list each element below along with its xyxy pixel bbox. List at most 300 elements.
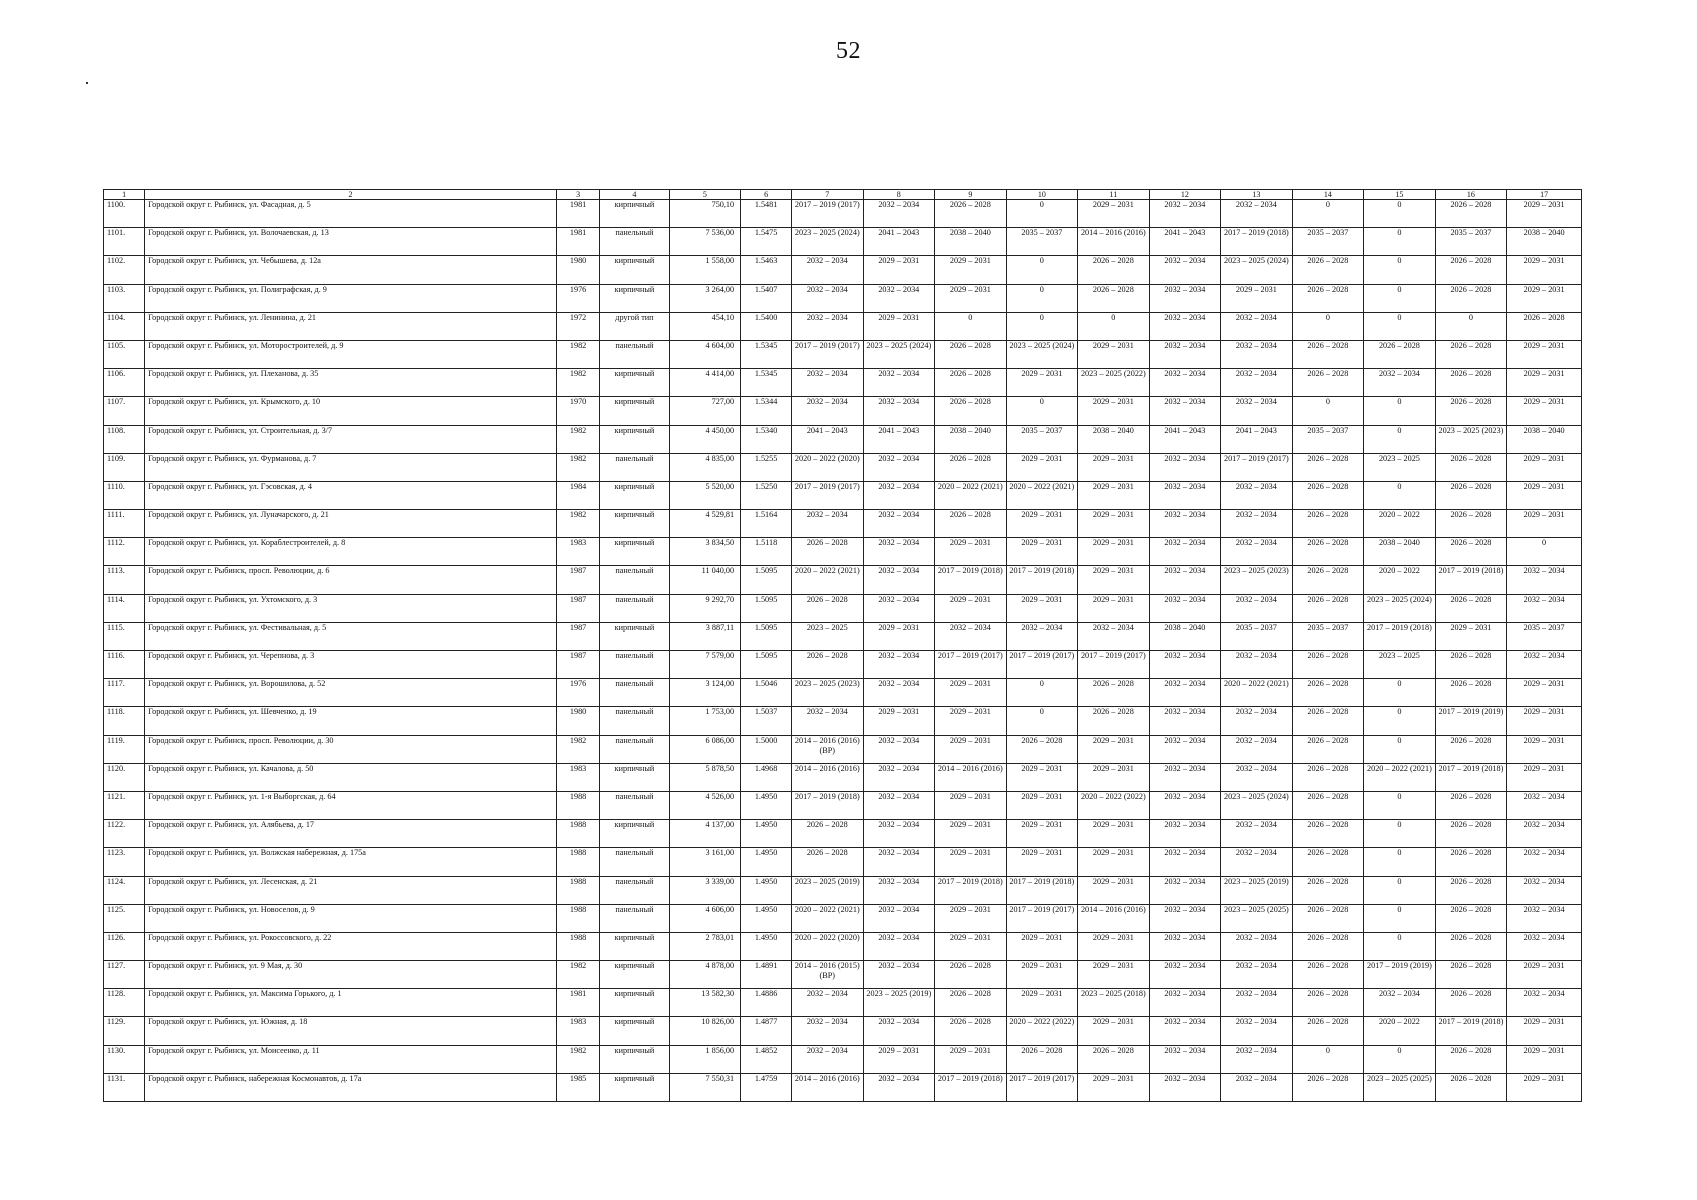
cell-period-13: 2032 – 2034 bbox=[1221, 961, 1293, 989]
cell-coefficient: 1.5345 bbox=[741, 340, 792, 368]
cell-wall-material: панельный bbox=[600, 228, 669, 256]
cell-period-9: 2029 – 2031 bbox=[935, 538, 1007, 566]
cell-period-17: 2026 – 2028 bbox=[1507, 312, 1582, 340]
cell-row-number: 1121. bbox=[104, 791, 145, 819]
cell-area: 9 292,70 bbox=[669, 594, 741, 622]
cell-period-17: 2029 – 2031 bbox=[1507, 340, 1582, 368]
table-row bbox=[104, 876, 1582, 904]
cell-period-16: 2017 – 2019 (2018) bbox=[1435, 1017, 1507, 1045]
cell-period-12: 2032 – 2034 bbox=[1149, 989, 1221, 1017]
cell-period-9: 2014 – 2016 (2016) bbox=[935, 763, 1007, 791]
cell-period-15: 2020 – 2022 bbox=[1364, 566, 1436, 594]
cell-year-built: 1987 bbox=[556, 622, 599, 650]
cell-period-13: 2023 – 2025 (2025) bbox=[1221, 904, 1293, 932]
cell-period-13: 2032 – 2034 bbox=[1221, 538, 1293, 566]
cell-period-12: 2032 – 2034 bbox=[1149, 791, 1221, 819]
cell-period-16: 2026 – 2028 bbox=[1435, 453, 1507, 481]
cell-period-10: 2029 – 2031 bbox=[1006, 453, 1078, 481]
cell-year-built: 1987 bbox=[556, 651, 599, 679]
cell-coefficient: 1.5255 bbox=[741, 453, 792, 481]
cell-row-number: 1119. bbox=[104, 735, 145, 763]
cell-period-10: 0 bbox=[1006, 284, 1078, 312]
cell-period-7: 2014 – 2016 (2015) (ВР) bbox=[792, 961, 864, 989]
cell-period-8: 2032 – 2034 bbox=[863, 453, 935, 481]
cell-period-7: 2017 – 2019 (2017) bbox=[792, 481, 864, 509]
cell-period-17: 2029 – 2031 bbox=[1507, 510, 1582, 538]
cell-year-built: 1970 bbox=[556, 397, 599, 425]
column-header-5: 5 bbox=[669, 190, 741, 200]
table-row bbox=[104, 284, 1582, 312]
cell-period-12: 2032 – 2034 bbox=[1149, 510, 1221, 538]
cell-period-14: 2026 – 2028 bbox=[1292, 284, 1364, 312]
cell-wall-material: панельный bbox=[600, 904, 669, 932]
cell-period-16: 2026 – 2028 bbox=[1435, 679, 1507, 707]
cell-period-16: 2029 – 2031 bbox=[1435, 622, 1507, 650]
cell-period-8: 2029 – 2031 bbox=[863, 707, 935, 735]
cell-wall-material: кирпичный bbox=[600, 425, 669, 453]
cell-row-number: 1103. bbox=[104, 284, 145, 312]
cell-period-9: 2032 – 2034 bbox=[935, 622, 1007, 650]
cell-period-12: 2032 – 2034 bbox=[1149, 312, 1221, 340]
table-row bbox=[104, 791, 1582, 819]
cell-address: Городской округ г. Рыбинск, ул. Ворошилова, д. 52 bbox=[145, 679, 557, 707]
cell-row-number: 1118. bbox=[104, 707, 145, 735]
cell-period-11: 2029 – 2031 bbox=[1078, 848, 1150, 876]
cell-period-17: 2029 – 2031 bbox=[1507, 1017, 1582, 1045]
cell-period-8: 2032 – 2034 bbox=[863, 538, 935, 566]
cell-area: 7 579,00 bbox=[669, 651, 741, 679]
cell-period-13: 2032 – 2034 bbox=[1221, 820, 1293, 848]
cell-coefficient: 1.5095 bbox=[741, 651, 792, 679]
table-row bbox=[104, 481, 1582, 509]
cell-period-15: 0 bbox=[1364, 679, 1436, 707]
cell-year-built: 1981 bbox=[556, 200, 599, 228]
table-row bbox=[104, 904, 1582, 932]
cell-period-14: 0 bbox=[1292, 312, 1364, 340]
cell-area: 13 582,30 bbox=[669, 989, 741, 1017]
cell-period-7: 2026 – 2028 bbox=[792, 820, 864, 848]
cell-period-8: 2032 – 2034 bbox=[863, 932, 935, 960]
cell-row-number: 1107. bbox=[104, 397, 145, 425]
cell-coefficient: 1.5344 bbox=[741, 397, 792, 425]
cell-year-built: 1980 bbox=[556, 256, 599, 284]
cell-wall-material: панельный bbox=[600, 876, 669, 904]
cell-period-15: 2038 – 2040 bbox=[1364, 538, 1436, 566]
cell-period-7: 2032 – 2034 bbox=[792, 369, 864, 397]
cell-period-14: 2026 – 2028 bbox=[1292, 256, 1364, 284]
page-number: 52 bbox=[836, 38, 861, 64]
cell-period-11: 0 bbox=[1078, 312, 1150, 340]
cell-address: Городской округ г. Рыбинск, ул. Рокоссовского, д. 22 bbox=[145, 932, 557, 960]
cell-period-15: 0 bbox=[1364, 820, 1436, 848]
cell-period-14: 2026 – 2028 bbox=[1292, 904, 1364, 932]
cell-period-15: 0 bbox=[1364, 397, 1436, 425]
cell-period-16: 2026 – 2028 bbox=[1435, 538, 1507, 566]
column-header-11: 11 bbox=[1078, 190, 1150, 200]
cell-wall-material: кирпичный bbox=[600, 1073, 669, 1101]
cell-period-7: 2032 – 2034 bbox=[792, 397, 864, 425]
cell-period-10: 2020 – 2022 (2021) bbox=[1006, 481, 1078, 509]
cell-area: 4 414,00 bbox=[669, 369, 741, 397]
cell-period-11: 2029 – 2031 bbox=[1078, 340, 1150, 368]
cell-period-16: 2026 – 2028 bbox=[1435, 735, 1507, 763]
cell-period-13: 2032 – 2034 bbox=[1221, 848, 1293, 876]
cell-period-13: 2023 – 2025 (2023) bbox=[1221, 566, 1293, 594]
cell-area: 3 124,00 bbox=[669, 679, 741, 707]
cell-period-16: 2026 – 2028 bbox=[1435, 200, 1507, 228]
cell-address: Городской округ г. Рыбинск, ул. Строительная, д. 3/7 bbox=[145, 425, 557, 453]
cell-period-12: 2032 – 2034 bbox=[1149, 594, 1221, 622]
cell-year-built: 1982 bbox=[556, 425, 599, 453]
cell-coefficient: 1.4950 bbox=[741, 904, 792, 932]
column-header-3: 3 bbox=[556, 190, 599, 200]
scan-speck bbox=[86, 82, 88, 84]
cell-row-number: 1125. bbox=[104, 904, 145, 932]
table-row bbox=[104, 1073, 1582, 1101]
cell-coefficient: 1.5463 bbox=[741, 256, 792, 284]
cell-wall-material: панельный bbox=[600, 566, 669, 594]
table-row bbox=[104, 1045, 1582, 1073]
table-body bbox=[104, 200, 1582, 1102]
cell-area: 7 536,00 bbox=[669, 228, 741, 256]
table-row bbox=[104, 538, 1582, 566]
cell-wall-material: кирпичный bbox=[600, 1045, 669, 1073]
cell-period-11: 2029 – 2031 bbox=[1078, 481, 1150, 509]
cell-period-16: 2026 – 2028 bbox=[1435, 848, 1507, 876]
cell-period-11: 2029 – 2031 bbox=[1078, 594, 1150, 622]
cell-row-number: 1100. bbox=[104, 200, 145, 228]
cell-period-8: 2032 – 2034 bbox=[863, 820, 935, 848]
cell-row-number: 1124. bbox=[104, 876, 145, 904]
cell-row-number: 1115. bbox=[104, 622, 145, 650]
cell-period-17: 2032 – 2034 bbox=[1507, 989, 1582, 1017]
cell-period-8: 2032 – 2034 bbox=[863, 904, 935, 932]
cell-period-12: 2032 – 2034 bbox=[1149, 453, 1221, 481]
cell-coefficient: 1.4759 bbox=[741, 1073, 792, 1101]
cell-period-14: 2026 – 2028 bbox=[1292, 763, 1364, 791]
cell-period-9: 2029 – 2031 bbox=[935, 594, 1007, 622]
cell-period-13: 2023 – 2025 (2024) bbox=[1221, 256, 1293, 284]
cell-coefficient: 1.5095 bbox=[741, 566, 792, 594]
cell-period-11: 2026 – 2028 bbox=[1078, 679, 1150, 707]
cell-period-10: 2035 – 2037 bbox=[1006, 425, 1078, 453]
cell-coefficient: 1.4950 bbox=[741, 932, 792, 960]
cell-address: Городской округ г. Рыбинск, ул. Моторостроителей, д. 9 bbox=[145, 340, 557, 368]
cell-address: Городской округ г. Рыбинск, ул. Максима Горького, д. 1 bbox=[145, 989, 557, 1017]
cell-address: Городской округ г. Рыбинск, ул. 1-я Выборгская, д. 64 bbox=[145, 791, 557, 819]
table-row bbox=[104, 312, 1582, 340]
cell-period-8: 2032 – 2034 bbox=[863, 679, 935, 707]
cell-period-17: 2029 – 2031 bbox=[1507, 200, 1582, 228]
cell-wall-material: панельный bbox=[600, 848, 669, 876]
cell-period-16: 2026 – 2028 bbox=[1435, 904, 1507, 932]
cell-period-16: 2026 – 2028 bbox=[1435, 989, 1507, 1017]
cell-period-16: 2023 – 2025 (2023) bbox=[1435, 425, 1507, 453]
cell-wall-material: кирпичный bbox=[600, 284, 669, 312]
cell-period-9: 2026 – 2028 bbox=[935, 397, 1007, 425]
cell-address: Городской округ г. Рыбинск, ул. Полиграфская, д. 9 bbox=[145, 284, 557, 312]
cell-period-8: 2041 – 2043 bbox=[863, 228, 935, 256]
cell-period-7: 2023 – 2025 (2023) bbox=[792, 679, 864, 707]
cell-area: 5 878,50 bbox=[669, 763, 741, 791]
cell-period-12: 2032 – 2034 bbox=[1149, 284, 1221, 312]
cell-period-12: 2038 – 2040 bbox=[1149, 622, 1221, 650]
cell-period-13: 2041 – 2043 bbox=[1221, 425, 1293, 453]
cell-period-14: 2026 – 2028 bbox=[1292, 510, 1364, 538]
cell-row-number: 1101. bbox=[104, 228, 145, 256]
column-header-9: 9 bbox=[935, 190, 1007, 200]
cell-period-7: 2023 – 2025 (2024) bbox=[792, 228, 864, 256]
table-row bbox=[104, 1017, 1582, 1045]
cell-period-16: 0 bbox=[1435, 312, 1507, 340]
cell-area: 750,10 bbox=[669, 200, 741, 228]
cell-period-11: 2029 – 2031 bbox=[1078, 932, 1150, 960]
cell-period-11: 2014 – 2016 (2016) bbox=[1078, 228, 1150, 256]
table-row bbox=[104, 707, 1582, 735]
cell-coefficient: 1.5095 bbox=[741, 594, 792, 622]
cell-coefficient: 1.4852 bbox=[741, 1045, 792, 1073]
cell-year-built: 1988 bbox=[556, 932, 599, 960]
cell-area: 4 606,00 bbox=[669, 904, 741, 932]
cell-address: Городской округ г. Рыбинск, ул. Чебышева, д. 12а bbox=[145, 256, 557, 284]
cell-period-13: 2032 – 2034 bbox=[1221, 369, 1293, 397]
cell-period-14: 2026 – 2028 bbox=[1292, 961, 1364, 989]
cell-period-14: 0 bbox=[1292, 397, 1364, 425]
cell-period-11: 2029 – 2031 bbox=[1078, 453, 1150, 481]
table-row bbox=[104, 735, 1582, 763]
cell-period-15: 2023 – 2025 bbox=[1364, 453, 1436, 481]
cell-row-number: 1102. bbox=[104, 256, 145, 284]
cell-period-8: 2029 – 2031 bbox=[863, 312, 935, 340]
cell-period-9: 2026 – 2028 bbox=[935, 369, 1007, 397]
column-header-10: 10 bbox=[1006, 190, 1078, 200]
cell-period-10: 0 bbox=[1006, 256, 1078, 284]
cell-period-13: 2032 – 2034 bbox=[1221, 397, 1293, 425]
cell-period-11: 2032 – 2034 bbox=[1078, 622, 1150, 650]
cell-address: Городской округ г. Рыбинск, ул. Южная, д. 18 bbox=[145, 1017, 557, 1045]
cell-row-number: 1123. bbox=[104, 848, 145, 876]
cell-address: Городской округ г. Рыбинск, ул. Волжская набережная, д. 175а bbox=[145, 848, 557, 876]
cell-period-9: 2026 – 2028 bbox=[935, 340, 1007, 368]
cell-period-14: 2026 – 2028 bbox=[1292, 1017, 1364, 1045]
cell-period-15: 2026 – 2028 bbox=[1364, 340, 1436, 368]
cell-period-8: 2023 – 2025 (2024) bbox=[863, 340, 935, 368]
cell-period-11: 2017 – 2019 (2017) bbox=[1078, 651, 1150, 679]
cell-period-15: 2020 – 2022 bbox=[1364, 510, 1436, 538]
cell-period-7: 2014 – 2016 (2016) (ВР) bbox=[792, 735, 864, 763]
cell-period-9: 2029 – 2031 bbox=[935, 904, 1007, 932]
cell-year-built: 1988 bbox=[556, 876, 599, 904]
cell-period-17: 2032 – 2034 bbox=[1507, 566, 1582, 594]
cell-period-16: 2026 – 2028 bbox=[1435, 594, 1507, 622]
cell-row-number: 1120. bbox=[104, 763, 145, 791]
cell-period-11: 2029 – 2031 bbox=[1078, 510, 1150, 538]
cell-period-12: 2032 – 2034 bbox=[1149, 876, 1221, 904]
cell-period-17: 2029 – 2031 bbox=[1507, 256, 1582, 284]
cell-period-10: 2029 – 2031 bbox=[1006, 791, 1078, 819]
column-header-1: 1 bbox=[104, 190, 145, 200]
cell-period-12: 2032 – 2034 bbox=[1149, 340, 1221, 368]
cell-wall-material: кирпичный bbox=[600, 763, 669, 791]
column-header-8: 8 bbox=[863, 190, 935, 200]
cell-wall-material: панельный bbox=[600, 735, 669, 763]
cell-area: 10 826,00 bbox=[669, 1017, 741, 1045]
cell-address: Городской округ г. Рыбинск, ул. Луначарского, д. 21 bbox=[145, 510, 557, 538]
cell-address: Городской округ г. Рыбинск, просп. Революции, д. 6 bbox=[145, 566, 557, 594]
cell-year-built: 1985 bbox=[556, 1073, 599, 1101]
cell-period-8: 2032 – 2034 bbox=[863, 284, 935, 312]
cell-year-built: 1980 bbox=[556, 707, 599, 735]
cell-period-10: 0 bbox=[1006, 312, 1078, 340]
cell-period-9: 2026 – 2028 bbox=[935, 200, 1007, 228]
cell-period-11: 2029 – 2031 bbox=[1078, 397, 1150, 425]
cell-row-number: 1112. bbox=[104, 538, 145, 566]
cell-wall-material: кирпичный bbox=[600, 961, 669, 989]
cell-period-17: 2029 – 2031 bbox=[1507, 1073, 1582, 1101]
cell-period-13: 2020 – 2022 (2021) bbox=[1221, 679, 1293, 707]
cell-period-17: 2029 – 2031 bbox=[1507, 679, 1582, 707]
cell-period-7: 2020 – 2022 (2021) bbox=[792, 904, 864, 932]
cell-period-16: 2017 – 2019 (2018) bbox=[1435, 763, 1507, 791]
cell-period-8: 2032 – 2034 bbox=[863, 1017, 935, 1045]
cell-row-number: 1111. bbox=[104, 510, 145, 538]
cell-year-built: 1976 bbox=[556, 284, 599, 312]
cell-coefficient: 1.5000 bbox=[741, 735, 792, 763]
cell-period-15: 2020 – 2022 (2021) bbox=[1364, 763, 1436, 791]
table-row bbox=[104, 397, 1582, 425]
cell-wall-material: кирпичный bbox=[600, 932, 669, 960]
cell-period-12: 2032 – 2034 bbox=[1149, 538, 1221, 566]
cell-coefficient: 1.5164 bbox=[741, 510, 792, 538]
cell-period-7: 2020 – 2022 (2021) bbox=[792, 566, 864, 594]
table-row bbox=[104, 228, 1582, 256]
cell-period-9: 2029 – 2031 bbox=[935, 284, 1007, 312]
cell-period-13: 2023 – 2025 (2019) bbox=[1221, 876, 1293, 904]
cell-coefficient: 1.4950 bbox=[741, 848, 792, 876]
column-header-15: 15 bbox=[1364, 190, 1436, 200]
cell-row-number: 1128. bbox=[104, 989, 145, 1017]
cell-period-14: 0 bbox=[1292, 200, 1364, 228]
cell-period-10: 2029 – 2031 bbox=[1006, 820, 1078, 848]
cell-year-built: 1984 bbox=[556, 481, 599, 509]
cell-coefficient: 1.4886 bbox=[741, 989, 792, 1017]
table-row bbox=[104, 961, 1582, 989]
cell-area: 4 137,00 bbox=[669, 820, 741, 848]
cell-period-7: 2017 – 2019 (2017) bbox=[792, 200, 864, 228]
cell-period-17: 0 bbox=[1507, 538, 1582, 566]
cell-period-7: 2026 – 2028 bbox=[792, 651, 864, 679]
cell-coefficient: 1.5481 bbox=[741, 200, 792, 228]
cell-period-14: 2026 – 2028 bbox=[1292, 791, 1364, 819]
cell-period-11: 2029 – 2031 bbox=[1078, 735, 1150, 763]
cell-period-7: 2032 – 2034 bbox=[792, 256, 864, 284]
cell-wall-material: панельный bbox=[600, 791, 669, 819]
cell-period-11: 2014 – 2016 (2016) bbox=[1078, 904, 1150, 932]
cell-address: Городской округ г. Рыбинск, просп. Революции, д. 30 bbox=[145, 735, 557, 763]
cell-period-17: 2029 – 2031 bbox=[1507, 369, 1582, 397]
cell-period-15: 0 bbox=[1364, 904, 1436, 932]
cell-year-built: 1982 bbox=[556, 735, 599, 763]
cell-year-built: 1982 bbox=[556, 369, 599, 397]
cell-period-7: 2032 – 2034 bbox=[792, 510, 864, 538]
cell-row-number: 1106. bbox=[104, 369, 145, 397]
cell-period-14: 2026 – 2028 bbox=[1292, 481, 1364, 509]
cell-period-14: 2035 – 2037 bbox=[1292, 228, 1364, 256]
cell-period-9: 2038 – 2040 bbox=[935, 228, 1007, 256]
cell-year-built: 1988 bbox=[556, 848, 599, 876]
cell-period-17: 2029 – 2031 bbox=[1507, 763, 1582, 791]
cell-area: 727,00 bbox=[669, 397, 741, 425]
cell-period-9: 2020 – 2022 (2021) bbox=[935, 481, 1007, 509]
cell-period-11: 2020 – 2022 (2022) bbox=[1078, 791, 1150, 819]
cell-period-17: 2029 – 2031 bbox=[1507, 1045, 1582, 1073]
cell-wall-material: кирпичный bbox=[600, 256, 669, 284]
cell-row-number: 1104. bbox=[104, 312, 145, 340]
cell-address: Городской округ г. Рыбинск, ул. Кораблестроителей, д. 8 bbox=[145, 538, 557, 566]
table-row bbox=[104, 763, 1582, 791]
cell-period-11: 2029 – 2031 bbox=[1078, 566, 1150, 594]
cell-period-17: 2029 – 2031 bbox=[1507, 735, 1582, 763]
cell-period-15: 0 bbox=[1364, 876, 1436, 904]
cell-period-15: 0 bbox=[1364, 228, 1436, 256]
cell-period-12: 2032 – 2034 bbox=[1149, 961, 1221, 989]
column-header-17: 17 bbox=[1507, 190, 1582, 200]
cell-coefficient: 1.5046 bbox=[741, 679, 792, 707]
cell-period-14: 2026 – 2028 bbox=[1292, 707, 1364, 735]
column-header-6: 6 bbox=[741, 190, 792, 200]
cell-coefficient: 1.4950 bbox=[741, 820, 792, 848]
cell-period-11: 2029 – 2031 bbox=[1078, 538, 1150, 566]
cell-period-15: 2017 – 2019 (2018) bbox=[1364, 622, 1436, 650]
cell-period-8: 2029 – 2031 bbox=[863, 256, 935, 284]
cell-address: Городской округ г. Рыбинск, ул. Плеханова, д. 35 bbox=[145, 369, 557, 397]
cell-period-7: 2041 – 2043 bbox=[792, 425, 864, 453]
cell-period-14: 2026 – 2028 bbox=[1292, 651, 1364, 679]
cell-year-built: 1988 bbox=[556, 791, 599, 819]
cell-period-9: 2029 – 2031 bbox=[935, 256, 1007, 284]
cell-period-16: 2026 – 2028 bbox=[1435, 1045, 1507, 1073]
cell-address: Городской округ г. Рыбинск, ул. Качалова, д. 50 bbox=[145, 763, 557, 791]
cell-period-15: 2020 – 2022 bbox=[1364, 1017, 1436, 1045]
cell-period-11: 2029 – 2031 bbox=[1078, 200, 1150, 228]
cell-period-13: 2017 – 2019 (2018) bbox=[1221, 228, 1293, 256]
cell-period-7: 2020 – 2022 (2020) bbox=[792, 453, 864, 481]
cell-period-10: 2035 – 2037 bbox=[1006, 228, 1078, 256]
cell-year-built: 1983 bbox=[556, 763, 599, 791]
cell-wall-material: кирпичный bbox=[600, 538, 669, 566]
cell-period-15: 0 bbox=[1364, 848, 1436, 876]
cell-period-17: 2032 – 2034 bbox=[1507, 848, 1582, 876]
cell-wall-material: панельный bbox=[600, 651, 669, 679]
cell-period-12: 2041 – 2043 bbox=[1149, 228, 1221, 256]
cell-period-13: 2032 – 2034 bbox=[1221, 707, 1293, 735]
cell-period-13: 2023 – 2025 (2024) bbox=[1221, 791, 1293, 819]
cell-coefficient: 1.5250 bbox=[741, 481, 792, 509]
cell-period-12: 2032 – 2034 bbox=[1149, 651, 1221, 679]
cell-period-15: 2023 – 2025 (2024) bbox=[1364, 594, 1436, 622]
cell-wall-material: панельный bbox=[600, 679, 669, 707]
cell-coefficient: 1.4950 bbox=[741, 791, 792, 819]
cell-year-built: 1983 bbox=[556, 1017, 599, 1045]
column-header-7: 7 bbox=[792, 190, 864, 200]
cell-row-number: 1105. bbox=[104, 340, 145, 368]
cell-period-17: 2032 – 2034 bbox=[1507, 932, 1582, 960]
cell-period-13: 2029 – 2031 bbox=[1221, 284, 1293, 312]
cell-year-built: 1982 bbox=[556, 340, 599, 368]
cell-period-11: 2026 – 2028 bbox=[1078, 256, 1150, 284]
cell-period-13: 2032 – 2034 bbox=[1221, 651, 1293, 679]
cell-period-10: 2029 – 2031 bbox=[1006, 848, 1078, 876]
